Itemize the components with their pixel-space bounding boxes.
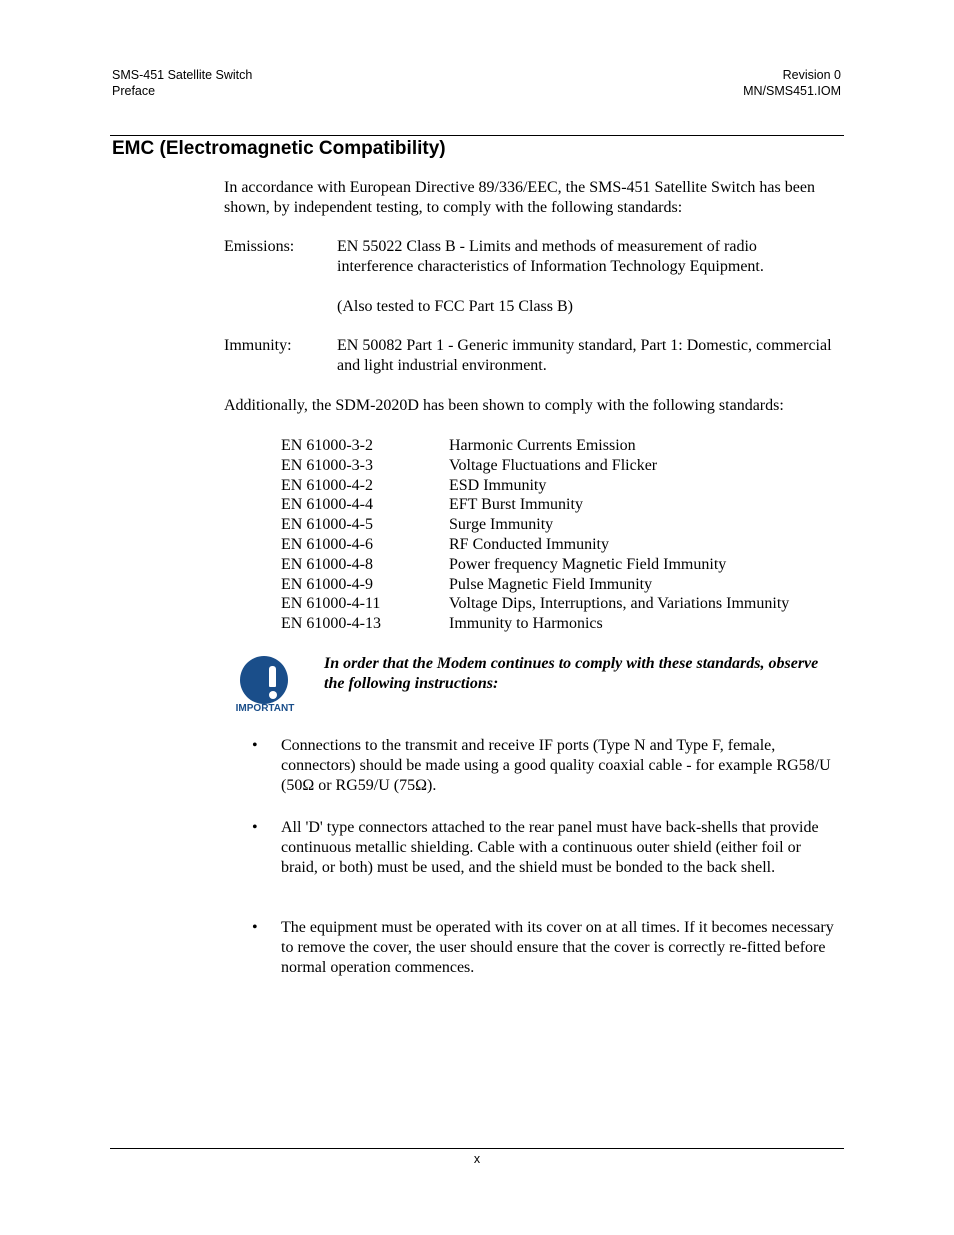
- standard-code: EN 61000-4-6: [281, 535, 373, 553]
- exclamation-dot: [269, 691, 277, 699]
- header-divider: [110, 135, 844, 136]
- standard-code: EN 61000-4-11: [281, 595, 381, 613]
- intro-paragraph: In accordance with European Directive 89/336/EEC, the SMS-451 Satellite Switch has been shown, by independent testing, to comply with the following standards:: [224, 179, 815, 216]
- standard-row: [281, 614, 789, 634]
- immunity-text: EN 50082 Part 1 - Generic immunity standard, Part 1: Domestic, commercial and light industrial environment.: [337, 337, 832, 374]
- header-revision: Revision 0: [782, 68, 841, 82]
- standard-name: Pulse Magnetic Field Immunity: [449, 575, 653, 593]
- header-product-name: SMS-451 Satellite Switch: [112, 68, 253, 82]
- important-icon-label: IMPORTANT: [235, 703, 295, 714]
- bullet-marker: •: [252, 737, 258, 754]
- standard-name: ESD Immunity: [449, 476, 547, 494]
- standard-row: [281, 555, 789, 575]
- standard-name: Power frequency Magnetic Field Immunity: [449, 555, 727, 573]
- footer-divider: [110, 1148, 844, 1149]
- standard-row: [281, 436, 789, 456]
- standard-name: RF Conducted Immunity: [449, 535, 609, 553]
- standard-code: EN 61000-4-9: [281, 575, 373, 593]
- bullet-item: All 'D' type connectors attached to the rear panel must have back-shells that provide continuous metallic shielding. Cable with a continuous outer shield (either foil or braid, or both) must be used, and the shield must be bonded to the back shell.: [281, 819, 819, 876]
- standards-table: [281, 436, 789, 634]
- header-left: [112, 67, 252, 99]
- important-note: In order that the Modem continues to comply with these standards, observe the following instructions:: [324, 655, 819, 692]
- standard-row: [281, 476, 789, 496]
- standard-name: EFT Burst Immunity: [449, 496, 583, 514]
- standard-row: [281, 594, 789, 614]
- standard-name: Surge Immunity: [449, 516, 554, 534]
- exclamation-bar: [269, 666, 276, 687]
- standard-name: Voltage Fluctuations and Flicker: [449, 456, 658, 474]
- standard-code: EN 61000-4-2: [281, 476, 373, 494]
- standard-code: EN 61000-4-8: [281, 555, 373, 573]
- additional-paragraph: Additionally, the SDM-2020D has been shown to comply with the following standards:: [224, 397, 784, 414]
- bullet-item: The equipment must be operated with its cover on at all times. If it becomes necessary to remove the cover, the user should ensure that the cover is correctly re-fitted before normal operation commences.: [281, 919, 834, 976]
- standard-row: [281, 456, 789, 476]
- standard-code: EN 61000-3-2: [281, 437, 373, 454]
- standard-row: [281, 535, 789, 555]
- page-number: x: [473, 1152, 481, 1166]
- important-icon: [232, 654, 298, 718]
- emissions-label: Emissions:: [224, 238, 295, 255]
- bullet-marker: •: [252, 919, 258, 936]
- bullet-marker: •: [252, 819, 258, 836]
- emissions-note: (Also tested to FCC Part 15 Class B): [337, 298, 574, 315]
- section-title: EMC (Electromagnetic Compatibility): [112, 138, 446, 159]
- standard-name: Voltage Dips, Interruptions, and Variations Immunity: [449, 595, 790, 613]
- standard-name: Harmonic Currents Emission: [449, 437, 636, 454]
- standard-code: EN 61000-4-4: [281, 496, 373, 514]
- standard-row: [281, 495, 789, 515]
- standard-name: Immunity to Harmonics: [449, 615, 603, 633]
- standard-code: EN 61000-4-5: [281, 516, 373, 534]
- emissions-text: EN 55022 Class B - Limits and methods of measurement of radio interference characteristics of Information Technology Equipment.: [337, 238, 764, 275]
- header-doc-number: MN/SMS451.IOM: [743, 84, 841, 98]
- immunity-label: Immunity:: [224, 337, 292, 354]
- header-right: [743, 67, 841, 99]
- important-circle: [240, 656, 288, 704]
- standard-code: EN 61000-3-3: [281, 456, 373, 474]
- standard-code: EN 61000-4-13: [281, 615, 381, 633]
- standard-row: [281, 515, 789, 535]
- header-section-name: Preface: [112, 84, 156, 98]
- bullet-item: Connections to the transmit and receive IF ports (Type N and Type F, female, connectors) should be made using a good quality coaxial cable - for example RG58/U (50Ω or RG59/U (75Ω).: [281, 737, 831, 794]
- standard-row: [281, 575, 789, 595]
